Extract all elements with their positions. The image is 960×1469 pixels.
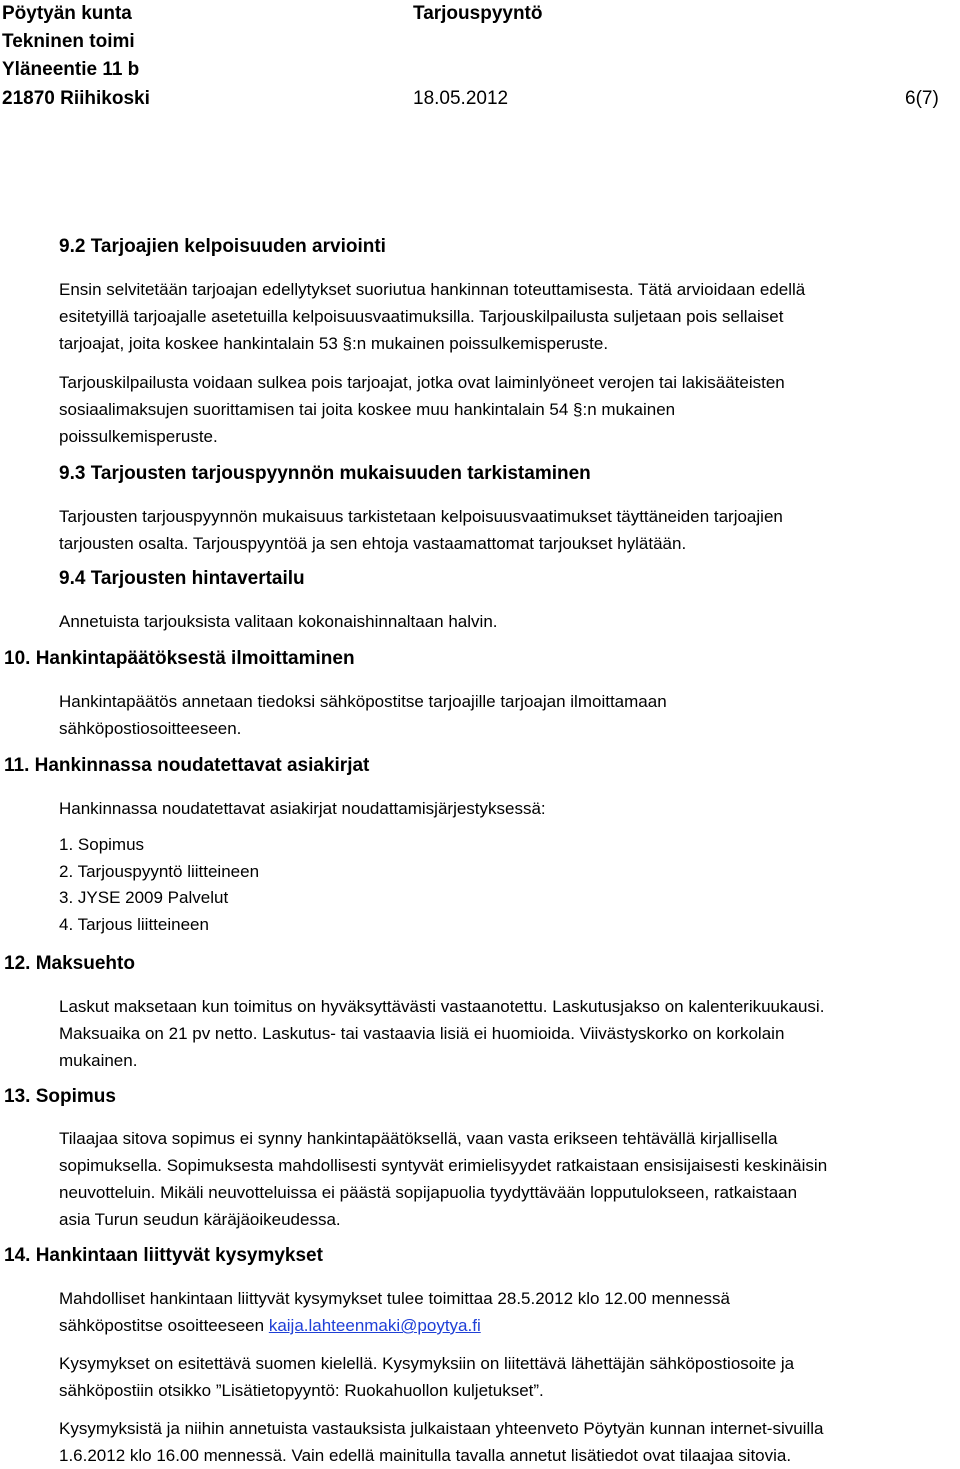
- list-item: 1. Sopimus: [59, 835, 145, 854]
- org-name: Pöytyän kunta: [2, 3, 132, 24]
- section-9-2-heading: 9.2 Tarjoajien kelpoisuuden arviointi: [59, 236, 386, 257]
- document-order-list: [59, 832, 259, 939]
- section-11-heading: 11. Hankinnassa noudatettavat asiakirjat: [4, 755, 370, 776]
- section-9-2-paragraph-1: Ensin selvitetään tarjoajan edellytykset suoriutua hankinnan toteuttamisesta. Tätä arvioidaan edellä esitetyillä tarjoajalle asetetuilla kelpoisuusvaatimuksilla. Tarjouskilpailusta suljetaan pois sellaiset tarjoajat, joita koskee hankintalain 53 §:n mukainen poissulkemisperuste.: [59, 280, 806, 353]
- list-item: 3. JYSE 2009 Palvelut: [59, 888, 229, 908]
- section-9-3-heading: 9.3 Tarjousten tarjouspyynnön mukaisuuden tarkistaminen: [59, 463, 591, 484]
- list-item: 2. Tarjouspyyntö liitteineen: [59, 861, 260, 881]
- street-address: Yläneentie 11 b: [2, 59, 140, 80]
- department: Tekninen toimi: [2, 31, 135, 52]
- section-13-paragraph: Tilaajaa sitova sopimus ei synny hankintapäätöksellä, vaan vasta erikseen tehtävällä kirjallisella sopimuksella. Sopimuksesta mahdollisesti syntyvät erimielisyydet ratkaistaan ensisijaisesti keskinäisin neuvotteluin. Mikäli neuvotteluissa ei päästä sopijapuolia tyydyttävään lopputulokseen, ratkaistaan asia Turun seudun käräjäoikeudessa.: [59, 1129, 828, 1229]
- section-9-3-paragraph: Tarjousten tarjouspyynnön mukaisuus tarkistetaan kelpoisuusvaatimukset täyttäneiden tarjoajien tarjousten osalta. Tarjouspyyntöä ja sen ehtoja vastaamattomat tarjoukset hylätään.: [59, 507, 783, 553]
- email-link[interactable]: kaija.lahteenmaki@poytya.fi: [268, 1316, 481, 1335]
- section-14-paragraph-3: Kysymyksistä ja niihin annetuista vastauksista julkaistaan yhteenveto Pöytyän kunnan internet-sivuilla 1.6.2012 klo 16.00 mennessä. Vain edellä mainitulla tavalla annetut lisätiedot ovat tilaajaa sitovia.: [59, 1419, 824, 1465]
- section-14-paragraph-2: Kysymykset on esitettävä suomen kielellä. Kysymyksiin on liitettävä lähettäjän sähköpostiosoite ja sähköpostiin otsikko ”Lisätietopyyntö: Ruokahuollon kuljetukset”.: [59, 1354, 795, 1400]
- section-10-heading: 10. Hankintapäätöksestä ilmoittaminen: [4, 648, 355, 669]
- page-number: 6(7): [905, 88, 939, 109]
- section-12-paragraph: Laskut maksetaan kun toimitus on hyväksyttävästi vastaanotettu. Laskutusjakso on kalenterikuukausi. Maksuaika on 21 pv netto. Laskutus- tai vastaavia lisiä ei huomioida. Viivästyskorko on korkolain mukainen.: [59, 997, 825, 1070]
- document-date: 18.05.2012: [413, 88, 509, 109]
- section-9-4-paragraph: Annetuista tarjouksista valitaan kokonaishinnaltaan halvin.: [59, 612, 498, 631]
- section-9-4-heading: 9.4 Tarjousten hintavertailu: [59, 568, 305, 589]
- section-11-intro: Hankinnassa noudatettavat asiakirjat noudattamisjärjestyksessä:: [59, 799, 546, 818]
- section-14-paragraph-1: Mahdolliset hankintaan liittyvät kysymykset tulee toimittaa 28.5.2012 klo 12.00 mennessä sähköpostitse osoitteeseen kaija.lahteenmaki@poytya.fi: [59, 1289, 730, 1335]
- list-item: 4. Tarjous liitteineen: [59, 915, 209, 935]
- section-14-heading: 14. Hankintaan liittyvät kysymykset: [4, 1245, 323, 1266]
- postal-address: 21870 Riihikoski: [2, 88, 150, 109]
- section-10-paragraph: Hankintapäätös annetaan tiedoksi sähköpostitse tarjoajille tarjoajan ilmoittamaan sähköpostiosoitteeseen.: [59, 692, 667, 738]
- section-13-heading: 13. Sopimus: [4, 1086, 116, 1107]
- section-9-2-paragraph-2: Tarjouskilpailusta voidaan sulkea pois tarjoajat, jotka ovat laiminlyöneet verojen tai lakisääteisten sosiaalimaksujen suorittamisen tai joita koskee muu hankintalain 54 §:n mukainen poissulkemisperuste.: [59, 373, 785, 446]
- section-12-heading: 12. Maksuehto: [4, 953, 135, 974]
- document-title: Tarjouspyyntö: [413, 3, 543, 24]
